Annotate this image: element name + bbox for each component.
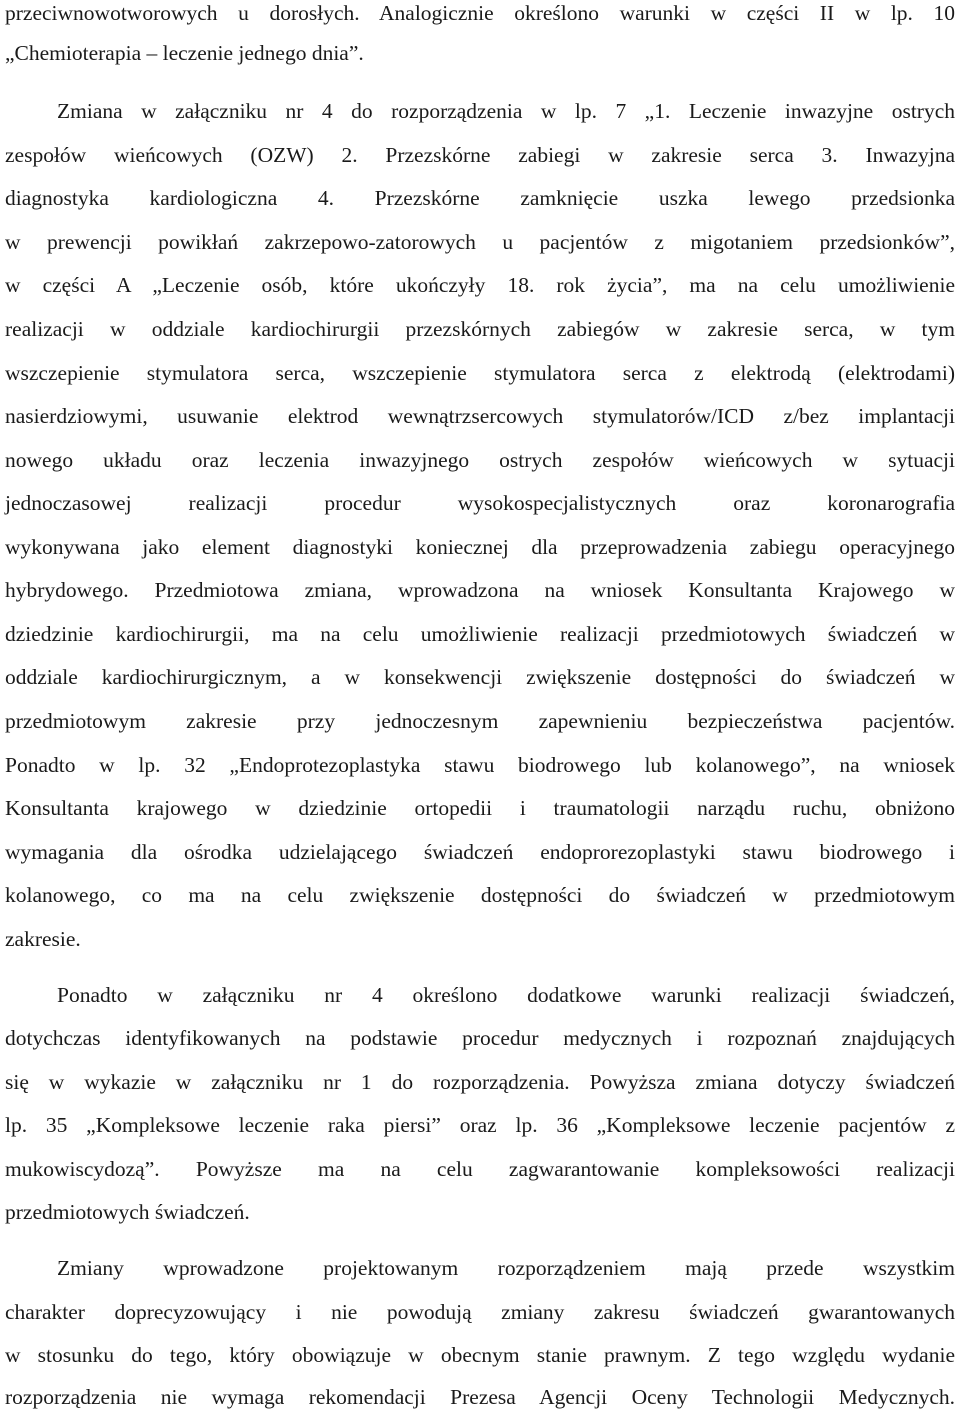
text-line: Zmiana w załączniku nr 4 do rozporządzenia w lp. 7 „1. Leczenie inwazyjne ostrych xyxy=(57,99,955,123)
text-line: hybrydowego. Przedmiotowa zmiana, wprowadzona na wniosek Konsultanta Krajowego w xyxy=(5,578,955,602)
text-line: diagnostyka kardiologiczna 4. Przezskórne zamknięcie uszka lewego przedsionka xyxy=(5,186,955,210)
text-line: w stosunku do tego, który obowiązuje w obecnym stanie prawnym. Z tego względu wydanie xyxy=(5,1343,955,1367)
text-line: kolanowego, co ma na celu zwiększenie dostępności do świadczeń w przedmiotowym xyxy=(5,883,955,907)
text-line: Zmiany wprowadzone projektowanym rozporządzeniem mają przede wszystkim xyxy=(57,1256,955,1280)
text-line: się w wykazie w załączniku nr 1 do rozporządzenia. Powyższa zmiana dotyczy świadczeń xyxy=(5,1070,955,1094)
text-line: realizacji w oddziale kardiochirurgii przezskórnych zabiegów w zakresie serca, w tym xyxy=(5,317,955,341)
text-line: mukowiscydozą”. Powyższe ma na celu zagwarantowanie kompleksowości realizacji xyxy=(5,1157,955,1181)
text-line: dziedzinie kardiochirurgii, ma na celu umożliwienie realizacji przedmiotowych świadczeń w xyxy=(5,622,955,646)
text-line: „Chemioterapia – leczenie jednego dnia”. xyxy=(5,41,364,65)
text-line: Ponadto w lp. 32 „Endoprotezoplastyka stawu biodrowego lub kolanowego”, na wniosek xyxy=(5,753,955,777)
text-line: wszczepienie stymulatora serca, wszczepienie stymulatora serca z elektrodą (elektrodami) xyxy=(5,361,955,385)
text-line: Konsultanta krajowego w dziedzinie ortopedii i traumatologii narządu ruchu, obniżono xyxy=(5,796,955,820)
text-line: w części A „Leczenie osób, które ukończyły 18. rok życia”, ma na celu umożliwienie xyxy=(5,273,955,297)
text-line: rozporządzenia nie wymaga rekomendacji Prezesa Agencji Oceny Technologii Medycznych. xyxy=(5,1385,955,1409)
text-line: wykonywana jako element diagnostyki koniecznej dla przeprowadzenia zabiegu operacyjnego xyxy=(5,535,955,559)
text-line: oddziale kardiochirurgicznym, a w konsekwencji zwiększenie dostępności do świadczeń w xyxy=(5,665,955,689)
text-line: zakresie. xyxy=(5,927,81,951)
text-line: lp. 35 „Kompleksowe leczenie raka piersi” oraz lp. 36 „Kompleksowe leczenie pacjentów z xyxy=(5,1113,955,1137)
text-line: nasierdziowymi, usuwanie elektrod wewnątrzsercowych stymulatorów/ICD z/bez implantacji xyxy=(5,404,955,428)
text-line: zespołów wieńcowych (OZW) 2. Przezskórne zabiegi w zakresie serca 3. Inwazyjna xyxy=(5,143,955,167)
text-line: przedmiotowym zakresie przy jednoczesnym zapewnieniu bezpieczeństwa pacjentów. xyxy=(5,709,955,733)
text-line: w prewencji powikłań zakrzepowo-zatorowych u pacjentów z migotaniem przedsionków”, xyxy=(5,230,955,254)
text-line: Ponadto w załączniku nr 4 określono dodatkowe warunki realizacji świadczeń, xyxy=(57,983,955,1007)
text-line: nowego układu oraz leczenia inwazyjnego ostrych zespołów wieńcowych w sytuacji xyxy=(5,448,955,472)
text-line: dotychczas identyfikowanych na podstawie procedur medycznych i rozpoznań znajdujących xyxy=(5,1026,955,1050)
text-line: jednoczasowej realizacji procedur wysokospecjalistycznych oraz koronarografia xyxy=(5,491,955,515)
text-line: charakter doprecyzowujący i nie powodują zmiany zakresu świadczeń gwarantowanych xyxy=(5,1300,955,1324)
text-line: wymagania dla ośrodka udzielającego świadczeń endoprorezoplastyki stawu biodrowego i xyxy=(5,840,955,864)
text-line: przedmiotowych świadczeń. xyxy=(5,1200,250,1224)
text-line: przeciwnowotworowych u dorosłych. Analogicznie określono warunki w części II w lp. 10 xyxy=(5,1,955,25)
